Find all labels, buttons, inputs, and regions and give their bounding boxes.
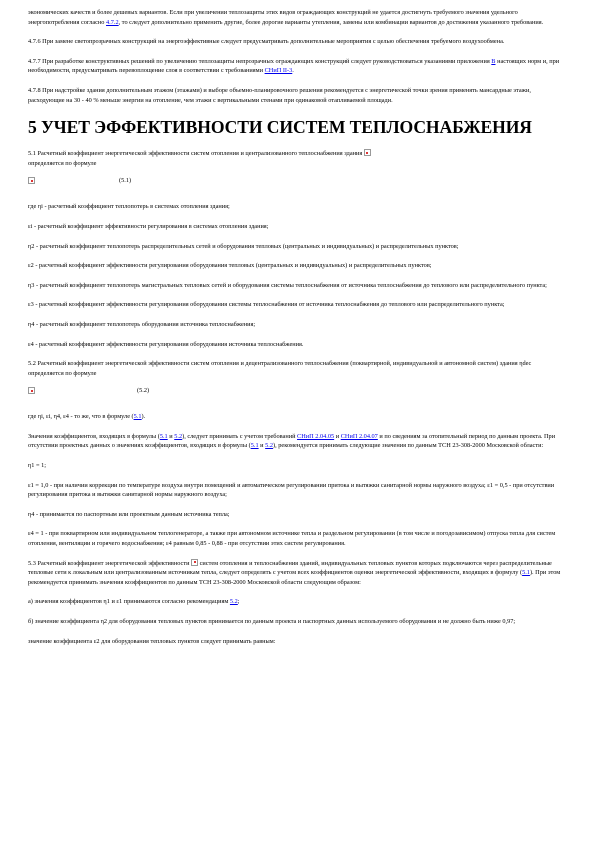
- value-eta1: η1 = 1;: [28, 462, 47, 470]
- definition-eta2: η2 - расчетный коэффициент теплопотерь распределительных сетей и оборудования тепловых (центральных и индивидуальных) и распределительных пунктов;: [28, 242, 459, 250]
- paragraph-where: где ηi - расчетный коэффициент теплопотерь в системах отопления здания;: [28, 203, 230, 211]
- paragraph-5-2: 5.2 Расчетный коэффициент энергетической эффективности систем отопления и децентрализованного теплоснабжения (поквартирной, индивидуальной и автономной систем) здания ηdec определяется по формуле: [28, 360, 532, 377]
- broken-image-icon: [364, 149, 371, 156]
- link-formula-5-1[interactable]: 5.1: [522, 569, 530, 577]
- paragraph-5-3: 5.3 Расчетный коэффициент энергетической эффективности систем отопления и теплоснабжения зданий, индивидуальных тепловых пунктов которых подключаются через распределительные тепловые сети к локальным или централизованным источникам тепла, следует определять с учетом всех коэффициентов оценки энергетической эффективности, входящих в формулу (5.1). При этом рекомендуется принимать значения коэффициентов по данным ТСН 23-308-2000 Московской области следующим образом:: [28, 559, 561, 586]
- paragraph-4-7-6: 4.7.6 При замене светопрозрачных конструкций на энергоэффективные следует предусматривать дополнительные мероприятия с целью обеспечения требуемого воздухообмена.: [28, 38, 505, 46]
- link-snip-ii-3[interactable]: СНиП II-3: [264, 67, 293, 75]
- section-heading: 5 УЧЕТ ЭФФЕКТИВНОСТИ СИСТЕМ ТЕПЛОСНАБЖЕНИЯ: [28, 117, 532, 138]
- link-formula-5-1[interactable]: 5.1: [250, 442, 259, 450]
- item-b: б) значение коэффициента η2 для оборудования тепловых пунктов принимается по данным проекта и паспортных данных используемого оборудования и не должно быть ниже 0,97;: [28, 618, 516, 625]
- definition-eta3: η3 - расчетный коэффициент теплопотерь магистральных тепловых сетей и оборудования системы теплоснабжения от источника теплоснабжения до теплового или распределительного пункта;: [28, 281, 547, 289]
- paragraph-where-2: где ηi, εi, η4, ε4 - то же, что в формуле (5.1).: [28, 413, 146, 421]
- link-formula-5-2[interactable]: 5.2: [174, 432, 183, 440]
- link-formula-5-2[interactable]: 5.2: [265, 442, 274, 450]
- broken-image-icon: [28, 387, 35, 394]
- formula-5-1: [28, 176, 567, 192]
- paragraph-5-1: 5.1 Расчетный коэффициент энергетической эффективности систем отопления и централизованного теплоснабжения здания определяется по формуле: [28, 149, 567, 168]
- definition-eps1: εi - расчетный коэффициент эффективности регулирования в системах отопления здания;: [28, 222, 269, 230]
- link-formula-5-1[interactable]: 5.1: [159, 432, 168, 440]
- definition-eps2: ε2 - расчетный коэффициент эффективности регулирования оборудования тепловых (центральных и индивидуальных) и распределительных пунктов;: [28, 262, 432, 270]
- formula-number: (5.2): [137, 387, 150, 395]
- link-snip-2-04-05[interactable]: СНиП 2.04.05: [297, 432, 335, 440]
- value-eps4: ε4 = 1 - при поквартирном или индивидуальном теплогенераторе, а также при автономном источнике тепла и раздельном регулировании (в том числе и погодозависимом) отпуска тепла для систем отопления, вентиляции и горячего водоснабжения; ε4 равным 0,85 - 0,88 - при отсутствии этих систем регулирования.: [28, 530, 556, 548]
- link-formula-5-1[interactable]: 5.1: [133, 413, 142, 421]
- formula-number: (5.1): [119, 177, 132, 185]
- value-eta4: η4 - принимается по паспортным или проектным данным источника тепла;: [28, 510, 230, 518]
- paragraph-coefficient-values: Значения коэффициентов, входящих в формулы (5.1 и 5.2), следует принимать с учетом требований СНиП 2.04.05 и СНиП 2.04.07 и по сведениям за отопительный период по данным проекта. При отсутствии проектных данных о значениях коэффициентов, входящих в формулы (5.1 и 5.2), рекомендуется принимать следующие значения по данным ТСН 23-308-2000 Московской области:: [28, 432, 556, 450]
- value-eps1: ε1 = 1,0 - при наличии коррекции по температуре воздуха внутри помещений и автоматическом регулировании притока и вытяжки санитарной нормы наружного воздуха; ε1 = 0,5 - при отсутствии регулирования притока и вытяжки санитарной нормы наружного воздуха;: [28, 481, 555, 499]
- paragraph-continuation: экономических качеств и более дешевых вариантов. Если при увеличении теплозащиты этих видов ограждающих конструкций не удается достигнуть требуемого значения удельного энергопотребления согласно 4.7.2, то следует дополнительно применить другие, более дорогие варианты утепления, замены или комбинации вариантов до достижения указанного требования.: [28, 9, 544, 26]
- paragraph-4-7-7: 4.7.7 При разработке конструктивных решений по увеличению теплозащиты непрозрачных ограждающих конструкций следует руководствоваться указаниями приложения В настоящих норм и, при необходимости, предусматривать перевоплощение слоя в соответствии с требованиями СНиП II-3.: [28, 57, 560, 75]
- definition-eps3: ε3 - расчетный коэффициент эффективности регулирования оборудования системы теплоснабжения от источника теплоснабжения до теплового или распределительного пункта;: [28, 301, 505, 309]
- item-a: а) значения коэффициентов η1 и ε1 принимаются согласно рекомендациям 5.2;: [28, 598, 240, 606]
- paragraph-4-7-8: 4.7.8 При надстройке здания дополнительным этажом (этажами) и выборе объемно-планировочного решения рекомендуется с энергетической точки зрения применять мансардные этажи, расходующие на 30 - 40 % меньше энергии на отопление, чем этажи с вертикальными стенами при одинаковой отапливаемой площади.: [28, 86, 531, 104]
- definition-eps4: ε4 - расчетный коэффициент эффективности регулирования оборудования источника теплоснабжения.: [28, 340, 304, 348]
- link-4-7-2[interactable]: 4.7.2: [106, 18, 119, 26]
- definition-eta4: η4 - расчетный коэффициент теплопотерь оборудования источника теплоснабжения;: [28, 320, 256, 328]
- item-c: значение коэффициента ε2 для оборудования тепловых пунктов следует принимать равным:: [28, 637, 276, 645]
- link-appendix-v[interactable]: В: [491, 57, 496, 65]
- broken-image-icon: [191, 559, 198, 566]
- link-5-2[interactable]: 5.2: [229, 598, 238, 606]
- link-snip-2-04-07[interactable]: СНиП 2.04.07: [340, 432, 378, 440]
- formula-5-2: [28, 386, 567, 402]
- broken-image-icon: [28, 177, 35, 184]
